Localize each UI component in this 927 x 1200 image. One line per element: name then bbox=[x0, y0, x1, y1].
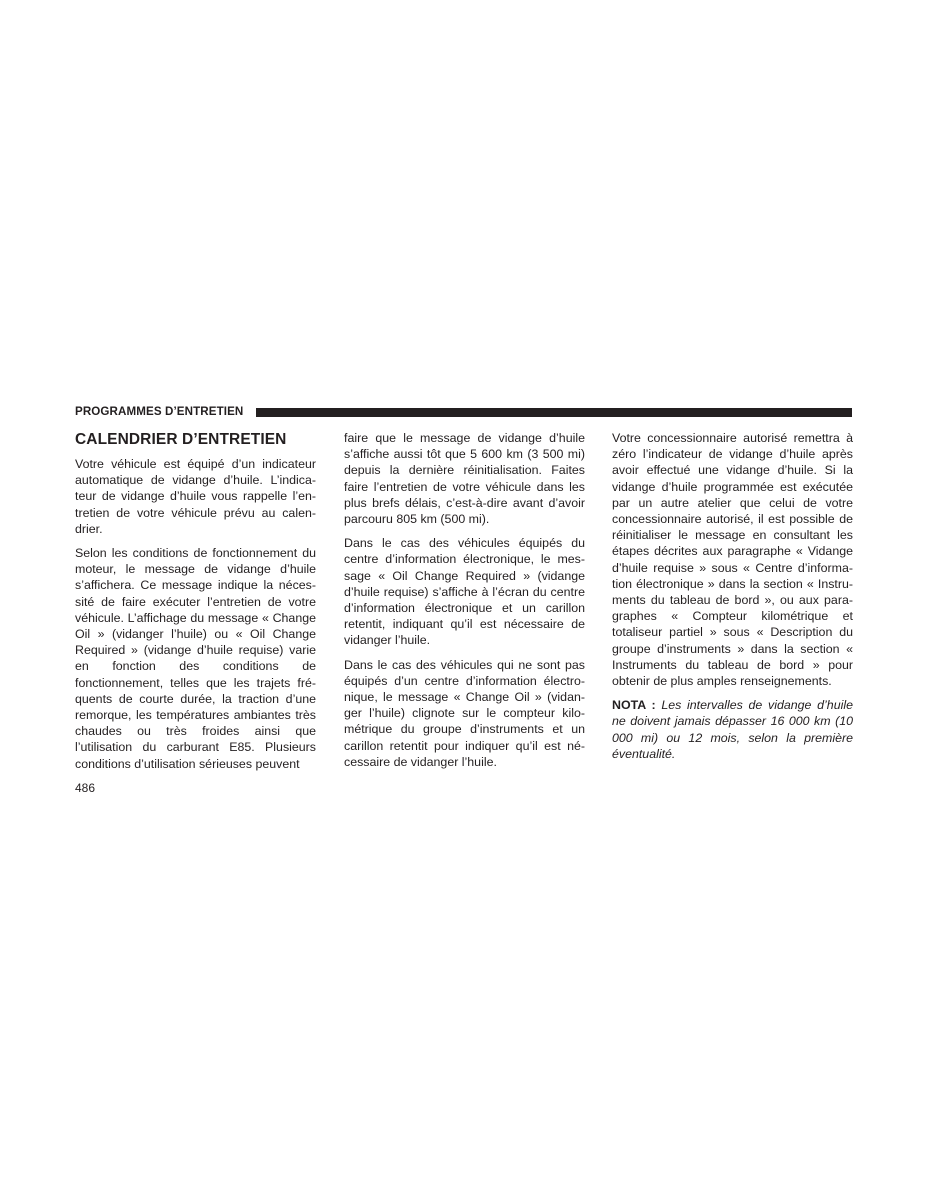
paragraph: Dans le cas des véhicules équipés du centre d’information électronique, le message « Oil Change Required » (vidange d’huile requise) s’affiche à l’écran du centre d’information électronique et un carillon retentit, indiquant qu’il est nécessaire de vidanger l’huile. bbox=[344, 536, 585, 648]
section-title: PROGRAMMES D’ENTRETIEN bbox=[75, 405, 244, 418]
paragraph: faire que le message de vidange d’huile s’affiche aussi tôt que 5 600 km (3 500 mi) depuis la dernière réinitialisation. Faites faire l’entretien de votre véhicule dans les plus brefs délais, c’est-à-dire avant d’avoir parcouru 805 km (500 mi). bbox=[344, 431, 585, 527]
paragraph: Votre concessionnaire autorisé remettra à zéro l’indicateur de vidange d’huile après avoir effectué une vidange d’huile. Si la vidange d’huile programmée est exécutée par un autre atelier que celui de votre concessionnaire autorisé, il est possible de réinitialiser le message en consultant les étapes décrites aux paragraphe « Vidange d’huile requise » sous « Centre d’information électronique » dans la section « Instruments du tableau de bord », ou aux paragraphes « Compteur kilométrique et totaliseur partiel » sous « Description du groupe d’instruments » dans la section « Instruments du tableau de bord » pour obtenir de plus amples renseignements. bbox=[612, 431, 853, 689]
text-column-3 bbox=[612, 430, 853, 770]
nota-label: NOTA : bbox=[612, 698, 656, 713]
header-rule bbox=[256, 408, 852, 417]
page-number: 486 bbox=[75, 781, 96, 795]
paragraph: Dans le cas des véhicules qui ne sont pas équipés d’un centre d’information électronique, le message « Change Oil » (vidanger l’huile) clignote sur le compteur kilométrique du groupe d’instruments et un carillon retentit pour indiquer qu’il est nécessaire de vidanger l’huile. bbox=[344, 657, 585, 769]
paragraph: Selon les conditions de fonctionnement du moteur, le message de vidange d’huile s’affichera. Ce message indique la nécessité de faire exécuter l’entretien de votre véhicule. L’affichage du message « Change Oil » (vidanger l’huile) ou « Oil Change Required » (vidange d’huile requise) varie en fonction des conditions de fonctionnement, telles que les trajets fréquents de courte durée, la traction d’une remorque, les températures ambiantes très chaudes ou très froides ainsi que l’utilisation du carburant E85. Plusieurs conditions d’utilisation sérieuses peuvent bbox=[75, 546, 316, 771]
text-column-1 bbox=[75, 430, 316, 780]
nota-text: Les intervalles de vidange d’huile ne doivent jamais dépasser 16 000 km (10 000 mi) ou 12 mois, selon la première éventualité. bbox=[612, 698, 853, 761]
paragraph: Votre véhicule est équipé d’un indicateur automatique de vidange d’huile. L’indicateur de vidange d’huile vous rappelle l’entretien de votre véhicule prévu au calendrier. bbox=[75, 457, 316, 536]
text-column-2 bbox=[344, 430, 585, 778]
page-heading: CALENDRIER D’ENTRETIEN bbox=[75, 431, 287, 448]
nota-paragraph bbox=[612, 697, 853, 762]
section-header bbox=[75, 405, 852, 419]
